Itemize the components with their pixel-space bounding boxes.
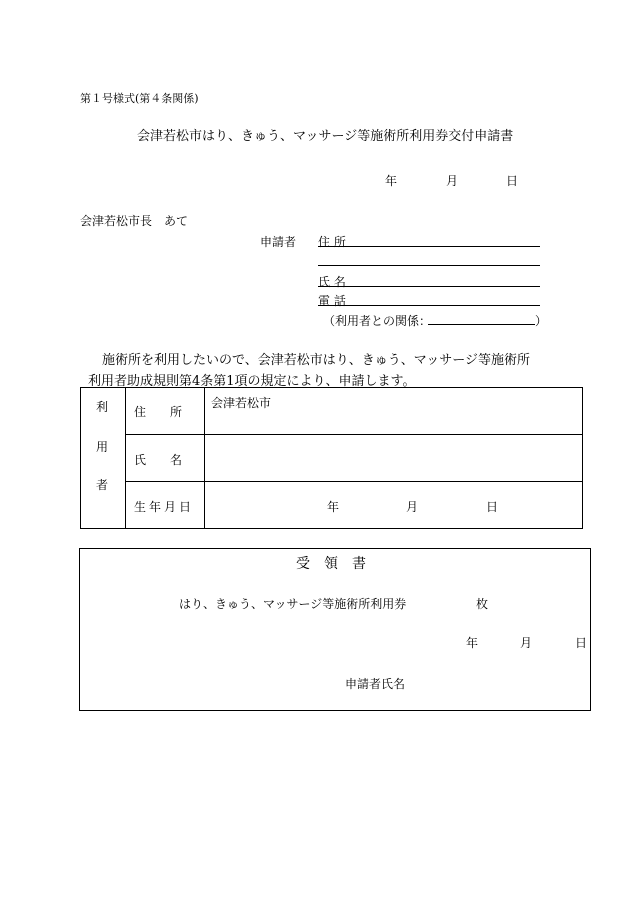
receipt-title: 受 領 書 xyxy=(296,556,366,572)
side-label-sha: 者 xyxy=(96,478,109,492)
receipt-year: 年 xyxy=(466,636,479,650)
applicant-address-label: 住 所 xyxy=(318,235,346,249)
receipt-ticket-line: はり、きゅう、マッサージ等施術所利用券 xyxy=(179,597,407,611)
relation-close: ） xyxy=(535,314,548,328)
applicant-address-line-2[interactable] xyxy=(318,265,540,266)
form-number: 第１号様式(第４条関係) xyxy=(80,92,199,105)
date-year: 年 xyxy=(385,174,398,188)
date-month: 月 xyxy=(446,174,459,188)
table-divider xyxy=(125,434,583,435)
table-divider xyxy=(125,387,126,529)
table-divider xyxy=(125,481,583,482)
addressee: 会津若松市長 あて xyxy=(80,214,189,228)
relation-open: （利用者との関係： xyxy=(323,314,432,328)
receipt-month: 月 xyxy=(520,636,533,650)
dob-label: 生年月日 xyxy=(134,500,195,514)
applicant-phone-label: 電 話 xyxy=(318,294,346,308)
side-label-you: 用 xyxy=(96,440,109,454)
form-title: 会津若松市はり、きゅう、マッサージ等施術所利用券交付申請書 xyxy=(137,129,514,144)
applicant-name-line[interactable] xyxy=(318,286,540,287)
receipt-signer: 申請者氏名 xyxy=(345,677,406,691)
address-value[interactable]: 会津若松市 xyxy=(211,396,272,410)
dob-day: 日 xyxy=(486,500,499,514)
name-field[interactable] xyxy=(211,451,571,469)
body-line-2: 利用者助成規則第4条第1項の規定により、申請します。 xyxy=(88,374,416,389)
applicant-name-label: 氏 名 xyxy=(318,275,346,289)
dob-month: 月 xyxy=(406,500,419,514)
receipt-count-unit: 枚 xyxy=(476,597,489,611)
applicant-label: 申請者 xyxy=(260,235,297,249)
receipt-day: 日 xyxy=(575,636,588,650)
address-label: 住 所 xyxy=(134,405,183,419)
applicant-phone-line[interactable] xyxy=(318,305,540,306)
table-divider xyxy=(204,387,205,529)
body-line-1: 施術所を利用したいので、会津若松市はり、きゅう、マッサージ等施術所 xyxy=(102,353,530,368)
date-day: 日 xyxy=(506,174,519,188)
dob-year: 年 xyxy=(327,500,340,514)
applicant-address-line[interactable] xyxy=(318,246,540,247)
side-label-ri: 利 xyxy=(96,400,109,414)
name-label: 氏 名 xyxy=(134,453,183,467)
relation-line[interactable] xyxy=(428,324,535,325)
